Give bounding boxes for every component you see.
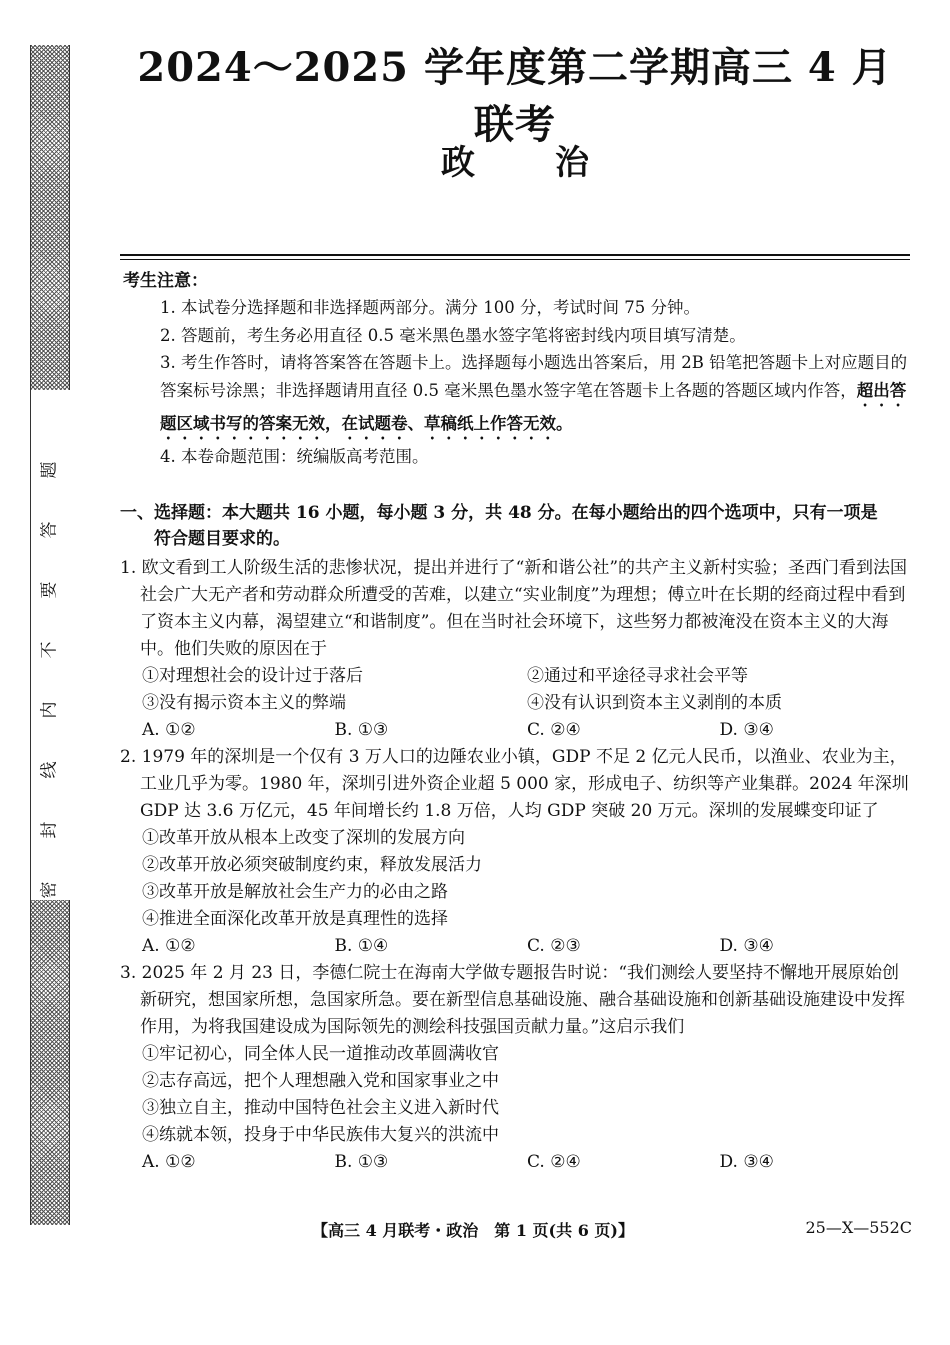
option-row: [120, 933, 912, 960]
binding-char: 答: [39, 521, 59, 539]
question-1: [120, 555, 912, 744]
exam-title: 2024～2025 学年度第二学期高三 4 月联考: [137, 44, 893, 148]
notice-emphasis: 超出答题区域书写的答案无效，在试题卷、草稿纸上作答无效。: [160, 380, 907, 433]
statement: ③没有揭示资本主义的弊端: [142, 693, 346, 713]
binding-chars: [30, 460, 68, 900]
binding-char: 不: [39, 641, 59, 659]
option-row: [120, 717, 912, 744]
footer-code: 25—X—552C: [805, 1218, 912, 1237]
option-c: C. ②③: [527, 936, 581, 956]
question-2: [120, 744, 912, 960]
section-heading: [120, 500, 912, 552]
statement: ①牢记初心，同全体人民一道推动改革圆满收官: [142, 1044, 499, 1064]
binding-char: 要: [39, 581, 59, 599]
notice-item: 2. 答题前，考生务必用直径 0.5 毫米黑色墨水签字笔将密封线内项目填写清楚。: [160, 325, 746, 345]
option-d: D. ③④: [719, 720, 774, 740]
notice-item: 1. 本试卷分选择题和非选择题两部分。满分 100 分，考试时间 75 分钟。: [160, 298, 700, 317]
option-b: B. ①④: [334, 936, 389, 956]
statement: ②通过和平途径寻求社会平等: [527, 666, 748, 686]
statement-row: [120, 690, 912, 717]
option-row: [120, 1149, 912, 1176]
question-stem: 3. 2025 年 2 月 23 日，李德仁院士在海南大学做专题报告时说：“我们测绘人要坚持不懈地开展原始创新研究，想国家所想，急国家所急。要在新型信息基础设施、融合基础设施和创新基础设施建设中发挥作用，为将我国建设成为国际领先的测绘科技强国贡献力量。”这启示我们: [120, 963, 905, 1037]
binding-hatch-top: [30, 45, 70, 390]
option-a: A. ①②: [142, 1152, 196, 1172]
binding-strip: [30, 45, 68, 1225]
statement: ①对理想社会的设计过于落后: [142, 666, 363, 686]
section-line-1: 一、选择题：本大题共 16 小题，每小题 3 分，共 48 分。在每小题给出的四个选项中，只有一项是: [120, 503, 878, 523]
question-stem: 1. 欧文看到工人阶级生活的悲惨状况，提出并进行了“新和谐公社”的共产主义新村实验；圣西门看到法国社会广大无产者和劳动群众所遭受的苦难，以建立“实业制度”为理想；傅立叶在长期的经商过程中看到了资本主义内幕，渴望建立“和谐制度”。但在当时社会环境下，这些努力都被淹没在资本主义的大海中。他们失败的原因在于: [120, 558, 908, 659]
exam-subject: 政治: [441, 143, 669, 183]
notice-list: [160, 294, 912, 470]
footer-page-info: 【高三 4 月联考・政治 第 1 页(共 6 页)】: [312, 1221, 634, 1240]
option-b: B. ①③: [334, 720, 389, 740]
statement: ①改革开放从根本上改变了深圳的发展方向: [142, 828, 465, 848]
option-c: C. ②④: [527, 720, 581, 740]
statement: ②志存高远，把个人理想融入党和国家事业之中: [142, 1071, 499, 1091]
binding-char: 题: [39, 461, 59, 479]
question-list: [120, 555, 912, 1176]
option-b: B. ①③: [334, 1152, 389, 1172]
section-line-2: 符合题目要求的。: [154, 529, 290, 549]
statement: ③独立自主，推动中国特色社会主义进入新时代: [142, 1098, 499, 1118]
binding-hatch-bottom: [30, 900, 70, 1225]
header-rule-thin: [120, 259, 910, 260]
option-d: D. ③④: [719, 1152, 774, 1172]
binding-char: 线: [39, 761, 59, 779]
binding-char: 内: [39, 701, 59, 719]
question-3: [120, 960, 912, 1176]
binding-char: 封: [39, 821, 59, 839]
statement-row: [120, 663, 912, 690]
statement: ③改革开放是解放社会生产力的必由之路: [142, 882, 448, 902]
statement: ④推进全面深化改革开放是真理性的选择: [142, 909, 448, 929]
statement: ②改革开放必须突破制度约束，释放发展活力: [142, 855, 482, 875]
option-a: A. ①②: [142, 720, 196, 740]
header-rule: [120, 254, 910, 256]
option-c: C. ②④: [527, 1152, 581, 1172]
statement: ④没有认识到资本主义剥削的本质: [527, 693, 782, 713]
notice-item-text: 3. 考生作答时，请将答案答在答题卡上。选择题每小题选出答案后，用 2B 铅笔把答题卡上对应题目的答案标号涂黑；非选择题请用直径 0.5 毫米黑色墨水签字笔在答题卡上各题的答题区域内作答，: [160, 353, 908, 400]
option-d: D. ③④: [719, 936, 774, 956]
notice-item-3: [160, 349, 912, 443]
notice-heading: 考生注意：: [123, 271, 208, 291]
notice-item: 4. 本卷命题范围：统编版高考范围。: [160, 446, 429, 466]
question-stem: 2. 1979 年的深圳是一个仅有 3 万人口的边陲农业小镇，GDP 不足 2 亿元人民币，以渔业、农业为主，工业几乎为零。1980 年，深圳引进外资企业超 5 000 家，形成电子、纺织等产业集群。2024 年深圳 GDP 达 3.6 万亿元，45 年间增长约 1.8 万倍，人均 GDP 突破 20 万元。深圳的发展蝶变印证了: [120, 747, 909, 821]
option-a: A. ①②: [142, 936, 196, 956]
statement: ④练就本领，投身于中华民族伟大复兴的洪流中: [142, 1125, 499, 1145]
binding-char: 密: [39, 881, 59, 899]
